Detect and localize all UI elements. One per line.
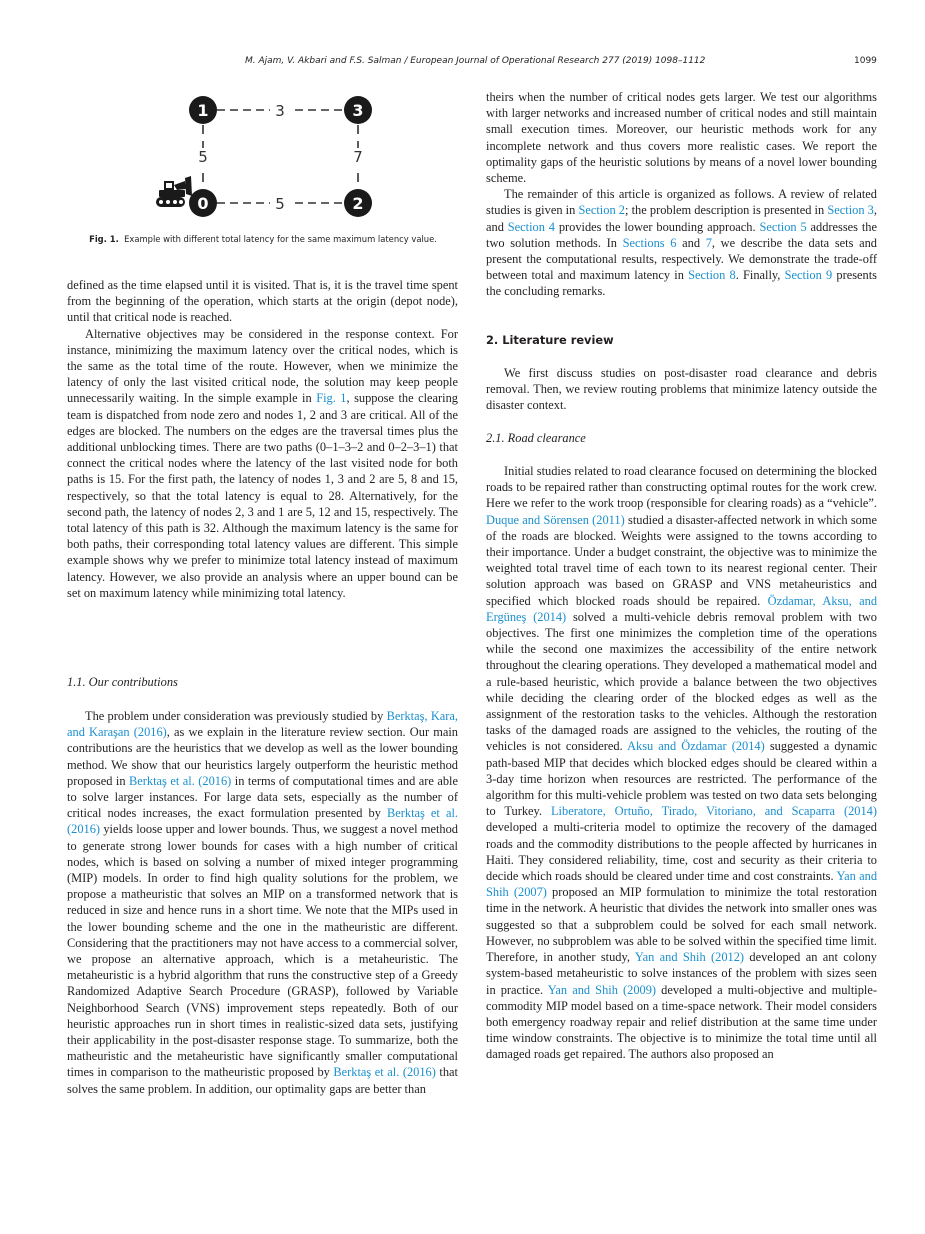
running-header bbox=[0, 56, 925, 70]
link-section-6[interactable]: Sections 6 bbox=[622, 235, 677, 250]
section-heading-literature-review: 2. Literature review bbox=[486, 333, 614, 347]
link-section-8[interactable]: Section 8 bbox=[688, 268, 736, 283]
link-berktas-2016[interactable]: Berktaş, Kara, and Karaşan (2016) bbox=[67, 709, 459, 740]
link-berktas-et-al-2[interactable]: Berktaş et al. (2016) bbox=[67, 806, 458, 837]
node-label-1: 1 bbox=[197, 101, 209, 120]
paragraph-organization: The remainder of this article is organized as follows. A review of related studies is given in Section 2; the problem description is presented in Section 3, and Section 4 provides the lower bounding approach. Section 5 addresses the two solution methods. In Sections 6 and 7, we describe the data sets and present the computational results, respectively. We demonstrate the trade-off between total and maximum latency in Section 8. Finally, Section 9 presents the concluding remarks. bbox=[486, 187, 877, 299]
edge-label-0-2: 5 bbox=[275, 195, 285, 213]
figure-caption-text: Example with different total latency for the same maximum latency value. bbox=[124, 234, 437, 244]
node-label-2: 2 bbox=[352, 194, 364, 213]
link-duque-sorensen[interactable]: Duque and Sörensen (2011) bbox=[486, 512, 625, 527]
paragraph-continued: theirs when the number of critical nodes gets larger. We test our algorithms with larger networks and increased number of critical nodes and still maintain small execution times. Moreover, our heuristic methods work for any incomplete network and thus covers more realistic cases. We report the optimality gaps of the heuristic solutions by means of a novel lower bounding scheme. bbox=[486, 90, 877, 186]
paragraph-alternative-objectives: Alternative objectives may be considered in the response context. For instance, minimizing the maximum latency over the critical nodes, which is the same as the total time of the route. However, when we minimize the latency of only the last visited critical node, the solution may keep people unnecessarily waiting. In the simple example in Fig. 1, suppose the clearing team is dispatched from node zero and nodes 1, 2 and 3 are critical. All of the edges are blocked. The numbers on the edges are the traversal times plus the additional unblocking times. There are two paths (0–1–3–2 and 0–2–3–1) that connect the critical nodes where the latency of the last visited node for both paths is 15. For the first path, the latency of nodes 1, 3 and 2 are 5, 8 and 15, respectively, so that the total latency is equal to 28. Alternatively, for the second path, the latency of nodes 2, 3 and 1 are 5, 12 and 15, respectively. The total latency of this path is 32. Although the maximum latency is the same for both paths, their corresponding total latency values are different. This simple example shows why we prefer to minimize total latency instead of maximum latency. However, we also provide an analysis where an upper bound can be set on maximum latency while minimizing total latency. bbox=[67, 326, 459, 600]
bulldozer-icon bbox=[156, 176, 192, 207]
link-yan-shih-2009[interactable]: Yan and Shih (2009) bbox=[547, 982, 657, 997]
edge-label-1-0: 5 bbox=[198, 148, 208, 166]
left-column-contributions bbox=[67, 708, 458, 1097]
link-berktas-et-al-1[interactable]: Berktaş et al. (2016) bbox=[129, 773, 232, 788]
figure-caption-label: Fig. 1. bbox=[89, 234, 119, 244]
left-column-intro bbox=[67, 277, 458, 601]
node-label-0: 0 bbox=[197, 194, 209, 213]
figure-1 bbox=[67, 90, 459, 254]
paragraph-contributions: The problem under consideration was previously studied by Berktaş, Kara, and Karaşan (2016), as we explain in the literature review section. Our main contributions are the heuristics that we develop as well as the lower bounding method. We show that our heuristics largely outperform the heuristic method proposed in Berktaş et al. (2016) in terms of computational times and are able to solve larger instances. For large data sets, especially as the number of critical nodes increases, the exact formulation presented by Berktaş et al. (2016) yields loose upper and lower bounds. Thus, we suggest a novel method to generate strong lower bounds for cases with a high number of critical nodes, which is based on solving a number of mixed integer programming (MIP) models. In order to find high quality solutions for the problem, we propose a matheuristic that solves an MIP on a transformed network that is reduced in size and hence runs in a short time. We note that the MIPs used in the lower bounding scheme and the one in the matheuristic are different. Considering that the practitioners may not have access to a commercial solver, we propose an alternative approach, which is a metaheuristic. The metaheuristic is a hybrid algorithm that runs the constructive step of a Greedy Randomized Adaptive Search Procedure (GRASP), followed by Variable Neighborhood Search (VNS) improvement steps repeatedly. Both of our heuristic approaches run in short times in realistic-sized data sets, justifying their applicability in the post-disaster response stage. To summarize, both the matheuristic and the metaheuristic have significantly smaller computational times in comparison to the matheuristic proposed by Berktaş et al. (2016) that solves the same problem. In addition, our optimality gaps are better than bbox=[67, 709, 459, 1096]
link-liberatore-2014[interactable]: Liberatore, Ortuño, Tirado, Vitoriano, and Scaparra (2014) bbox=[550, 804, 877, 819]
page-number: 1099 bbox=[854, 56, 877, 66]
link-yan-shih-2012[interactable]: Yan and Shih (2012) bbox=[634, 950, 745, 965]
paragraph-road-clearance: Initial studies related to road clearance focused on determining the blocked roads to be repaired rather than constructing optimal routes for the work crew. Here we refer to the work troop (responsible for clearing roads) as a “vehicle”. Duque and Sörensen (2011) studied a disaster-affected network in which some of the roads are blocked. Weights were assigned to the towns according to their importance. Under a budget constraint, the objective was to minimize the weighted total travel time of each town to its nearest regional center. Their solution approach was based on GRASP and VNS metaheuristics and specified which blocked roads should be repaired. Özdamar, Aksu, and Ergüneş (2014) solved a multi-vehicle debris removal problem with two objectives. The first one minimizes the completion time of the operations while the second one maximizes the accessibility of the entire network throughout the clearing operations. They developed a mathematical model and a rule-based heuristic, which provide a balance between the two objectives while deciding the clearing order of the blocked edges as well as the assignment of the restoration tasks to the vehicles. Although the restoration tasks of the damaged roads are assigned to the vehicles, the routing of the vehicles is not considered. Aksu and Özdamar (2014) suggested a dynamic path-based MIP that decides which blocked edges should be cleared within a 3-day time horizon when resources are restricted. The performance of the algorithm for this multi-vehicle problem was tested on two data sets belonging to Turkey. Liberatore, Ortuño, Tirado, Vitoriano, and Scaparra (2014) developed a multi-criteria model to optimize the recovery of the damaged roads and the commodity distributions to the people affected by hurricanes in Haiti. They considered reliability, time, cost and security as their criteria to decide which roads should be cleared under time and cost constraints. Yan and Shih (2007) proposed an MIP formulation to minimize the total restoration time in the network. A heuristic that divides the network into smaller ones was suggested so that a subproblem could be solved for each small network. However, no subproblem was able to be solved within the specified time limit. Therefore, in another study, Yan and Shih (2012) developed an ant colony system-based metaheuristic to solve instances of the problem with sizes seen in practice. Yan and Shih (2009) developed a multi-objective and multiple-commodity MIP model based on a time-space network. Their model considers both emergency roadway repair and relief distribution at the same time under time window constraints. The objective is to minimize the total time until all damaged roads get repaired. The authors also proposed an bbox=[486, 464, 878, 1062]
link-ozdamar-2014[interactable]: Özdamar, Aksu, and Ergüneş (2014) bbox=[486, 593, 878, 624]
link-berktas-et-al-3[interactable]: Berktaş et al. (2016) bbox=[333, 1065, 436, 1080]
link-yan-shih-2007[interactable]: Yan and Shih (2007) bbox=[486, 869, 878, 900]
paragraph-literature-intro: We first discuss studies on post-disaster road clearance and debris removal. Then, we review routing problems that minimize latency outside the disaster context. bbox=[486, 366, 877, 413]
link-section-7[interactable]: 7 bbox=[705, 235, 712, 250]
subsection-heading-road-clearance: 2.1. Road clearance bbox=[486, 431, 586, 445]
edge-label-1-3: 3 bbox=[275, 102, 285, 120]
link-section-3[interactable]: Section 3 bbox=[827, 203, 874, 218]
right-column-intro bbox=[486, 89, 877, 300]
edge-label-3-2: 7 bbox=[353, 148, 363, 166]
node-label-3: 3 bbox=[352, 101, 364, 120]
link-section-2[interactable]: Section 2 bbox=[578, 203, 625, 218]
paragraph-literature-intro-wrap bbox=[486, 365, 877, 414]
graph-diagram bbox=[67, 90, 459, 230]
link-fig-1[interactable]: Fig. 1 bbox=[316, 391, 347, 406]
link-aksu-ozdamar[interactable]: Aksu and Özdamar (2014) bbox=[627, 739, 765, 754]
link-section-9[interactable]: Section 9 bbox=[784, 268, 833, 283]
link-section-4[interactable]: Section 4 bbox=[507, 219, 555, 234]
subsection-heading-contributions: 1.1. Our contributions bbox=[67, 675, 178, 689]
figure-caption bbox=[67, 234, 459, 244]
journal-citation: M. Ajam, V. Akbari and F.S. Salman / European Journal of Operational Research 277 (2019) 1098–1112 bbox=[245, 56, 706, 66]
link-section-5[interactable]: Section 5 bbox=[759, 219, 807, 234]
paragraph-latency-definition: defined as the time elapsed until it is visited. That is, it is the travel time spent from the beginning of the operation, which starts at the origin (depot node), until that critical node is reached. bbox=[67, 278, 458, 325]
right-column-road-clearance bbox=[486, 463, 877, 1063]
